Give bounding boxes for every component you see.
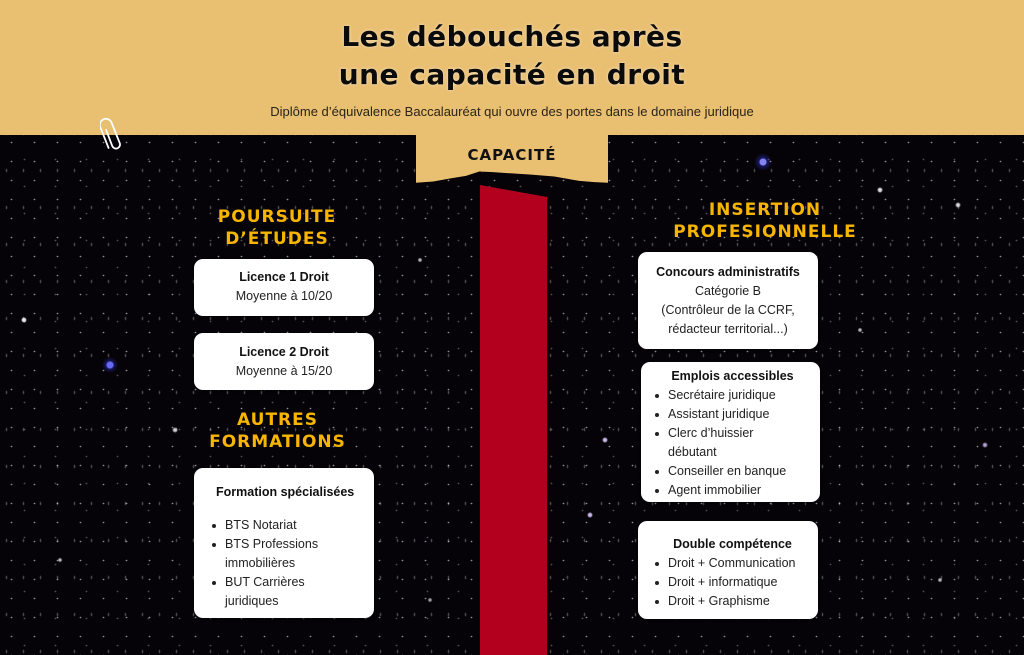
list-item: Conseiller en banque (651, 462, 814, 481)
heading-line: POURSUITE (217, 207, 337, 227)
card-title: Emplois accessibles (671, 369, 794, 383)
title-line-2: une capacité en droit (338, 58, 686, 91)
heading-line: PROFESIONNELLE (673, 222, 857, 242)
list-item: Secrétaire juridique (651, 386, 814, 405)
card-title: Licence 2 Droit (239, 345, 329, 359)
card-concours-administratifs (638, 252, 818, 349)
card-text: Moyenne à 10/20 (235, 289, 333, 303)
title-line-1: Les débouchés après (341, 20, 683, 53)
heading-insertion-professionnelle (665, 199, 865, 243)
card-title: Concours administratifs (656, 265, 800, 279)
card-formations-specialisees (194, 468, 374, 618)
list-item: BUT Carrières juridiques (208, 573, 358, 611)
card-text: rédacteur territorial...) (668, 322, 788, 336)
list-item: Agent immobilier (651, 481, 814, 500)
heading-autres-formations (190, 409, 365, 453)
double-competence-list (651, 554, 814, 611)
heading-line: AUTRES (237, 410, 318, 430)
header-banner (0, 0, 1024, 135)
card-double-competence (638, 521, 818, 619)
capacite-label: CAPACITÉ (467, 146, 557, 164)
card-text: (Contrôleur de la CCRF, (661, 303, 795, 317)
list-item: BTS Notariat (208, 516, 358, 535)
list-item: Droit + Communication (651, 554, 814, 573)
heading-line: FORMATIONS (209, 432, 346, 452)
central-red-column (480, 183, 547, 655)
card-licence-1 (194, 259, 374, 316)
card-emplois-accessibles (641, 362, 820, 502)
heading-poursuite-etudes (197, 206, 357, 250)
list-item: Droit + Graphisme (651, 592, 814, 611)
card-licence-2 (194, 333, 374, 390)
card-title: Formation spécialisées (216, 485, 355, 499)
paperclip-icon (100, 117, 122, 157)
list-item: Assistant juridique (651, 405, 814, 424)
card-title: Double compétence (673, 537, 792, 551)
page-subtitle: Diplôme d’équivalence Baccalauréat qui ouvre des portes dans le domaine juridique (270, 104, 754, 119)
card-title: Licence 1 Droit (239, 270, 329, 284)
page-title (0, 18, 1024, 94)
formations-list (208, 516, 364, 611)
list-item: BTS Professions immobilières (208, 535, 358, 573)
heading-line: D’ÉTUDES (225, 229, 329, 249)
list-item: Clerc d’huissier débutant (651, 424, 814, 462)
emplois-list (651, 386, 814, 500)
card-text: Catégorie B (694, 284, 761, 298)
card-text: Moyenne à 15/20 (235, 364, 333, 378)
list-item: Droit + informatique (651, 573, 814, 592)
heading-line: INSERTION (708, 200, 822, 220)
